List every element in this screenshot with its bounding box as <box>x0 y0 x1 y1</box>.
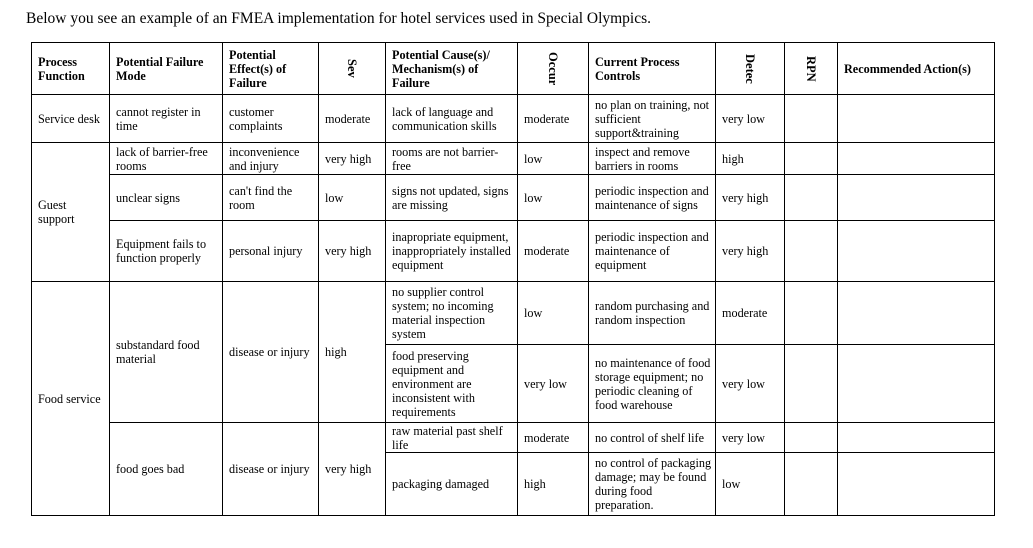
action-cell <box>838 453 995 516</box>
rpn-cell <box>785 175 838 221</box>
failure-mode-cell: substandard food material <box>110 282 223 423</box>
control-cell: random purchasing and random inspection <box>589 282 716 345</box>
header-occur <box>518 43 589 95</box>
cause-cell: rooms are not barrier-free <box>386 143 518 175</box>
header-sev-label: Sev <box>345 59 359 78</box>
detec-cell: low <box>716 453 785 516</box>
header-rpn-label: RPN <box>804 55 818 82</box>
detec-cell: high <box>716 143 785 175</box>
occur-cell: high <box>518 453 589 516</box>
failure-mode-cell: cannot register in time <box>110 95 223 143</box>
action-cell <box>838 221 995 282</box>
effect-cell: disease or injury <box>223 282 319 423</box>
occur-cell: moderate <box>518 423 589 453</box>
control-cell: periodic inspection and maintenance of equipment <box>589 221 716 282</box>
table-row <box>32 175 995 221</box>
sev-cell: very high <box>319 143 386 175</box>
occur-cell: very low <box>518 345 589 423</box>
group-guest-support: Guest support <box>32 143 110 282</box>
effect-cell: inconvenience and injury <box>223 143 319 175</box>
group-food-service: Food service <box>32 282 110 516</box>
group-service-desk: Service desk <box>32 95 110 143</box>
control-cell: no control of packaging damage; may be found during food preparation. <box>589 453 716 516</box>
action-cell <box>838 143 995 175</box>
occur-cell: moderate <box>518 221 589 282</box>
sev-cell: high <box>319 282 386 423</box>
header-process-function: Process Function <box>32 43 110 95</box>
occur-cell: low <box>518 143 589 175</box>
cause-cell: signs not updated, signs are missing <box>386 175 518 221</box>
action-cell <box>838 423 995 453</box>
header-actions: Recommended Action(s) <box>838 43 995 95</box>
failure-mode-cell: food goes bad <box>110 423 223 516</box>
rpn-cell <box>785 423 838 453</box>
rpn-cell <box>785 282 838 345</box>
rpn-cell <box>785 95 838 143</box>
rpn-cell <box>785 453 838 516</box>
header-effects: Potential Effect(s) of Failure <box>223 43 319 95</box>
control-cell: periodic inspection and maintenance of signs <box>589 175 716 221</box>
sev-cell: very high <box>319 221 386 282</box>
cause-cell: inapropriate equipment, inappropriately installed equipment <box>386 221 518 282</box>
cause-cell: packaging damaged <box>386 453 518 516</box>
effect-cell: personal injury <box>223 221 319 282</box>
header-row <box>32 43 995 95</box>
detec-cell: moderate <box>716 282 785 345</box>
occur-cell: moderate <box>518 95 589 143</box>
effect-cell: customer complaints <box>223 95 319 143</box>
header-controls: Current Process Controls <box>589 43 716 95</box>
header-sev <box>319 43 386 95</box>
cause-cell: raw material past shelf life <box>386 423 518 453</box>
detec-cell: very low <box>716 95 785 143</box>
cause-cell: no supplier control system; no incoming material inspection system <box>386 282 518 345</box>
rpn-cell <box>785 221 838 282</box>
detec-cell: very low <box>716 423 785 453</box>
effect-cell: disease or injury <box>223 423 319 516</box>
action-cell <box>838 345 995 423</box>
failure-mode-cell: Equipment fails to function properly <box>110 221 223 282</box>
header-failure-mode: Potential Failure Mode <box>110 43 223 95</box>
sev-cell: moderate <box>319 95 386 143</box>
rpn-cell <box>785 143 838 175</box>
fmea-table <box>31 42 995 516</box>
intro-text: Below you see an example of an FMEA implementation for hotel services used in Special Olympics. <box>26 10 652 27</box>
header-detec-label: Detec <box>743 53 757 84</box>
rpn-cell <box>785 345 838 423</box>
table-row <box>32 143 995 175</box>
header-occur-label: Occur <box>546 51 560 86</box>
occur-cell: low <box>518 282 589 345</box>
control-cell: no plan on training, not sufficient support&training <box>589 95 716 143</box>
occur-cell: low <box>518 175 589 221</box>
control-cell: no control of shelf life <box>589 423 716 453</box>
table-row <box>32 282 995 345</box>
control-cell: inspect and remove barriers in rooms <box>589 143 716 175</box>
detec-cell: very low <box>716 345 785 423</box>
header-rpn <box>785 43 838 95</box>
action-cell <box>838 282 995 345</box>
action-cell <box>838 95 995 143</box>
detec-cell: very high <box>716 221 785 282</box>
cause-cell: food preserving equipment and environment are inconsistent with requirements <box>386 345 518 423</box>
control-cell: no maintenance of food storage equipment; no periodic cleaning of food warehouse <box>589 345 716 423</box>
detec-cell: very high <box>716 175 785 221</box>
sev-cell: low <box>319 175 386 221</box>
cause-cell: lack of language and communication skills <box>386 95 518 143</box>
header-causes: Potential Cause(s)/ Mechanism(s) of Failure <box>386 43 518 95</box>
failure-mode-cell: lack of barrier-free rooms <box>110 143 223 175</box>
failure-mode-cell: unclear signs <box>110 175 223 221</box>
effect-cell: can't find the room <box>223 175 319 221</box>
table-row <box>32 423 995 453</box>
table-row <box>32 221 995 282</box>
action-cell <box>838 175 995 221</box>
table-row <box>32 95 995 143</box>
sev-cell: very high <box>319 423 386 516</box>
header-detec <box>716 43 785 95</box>
